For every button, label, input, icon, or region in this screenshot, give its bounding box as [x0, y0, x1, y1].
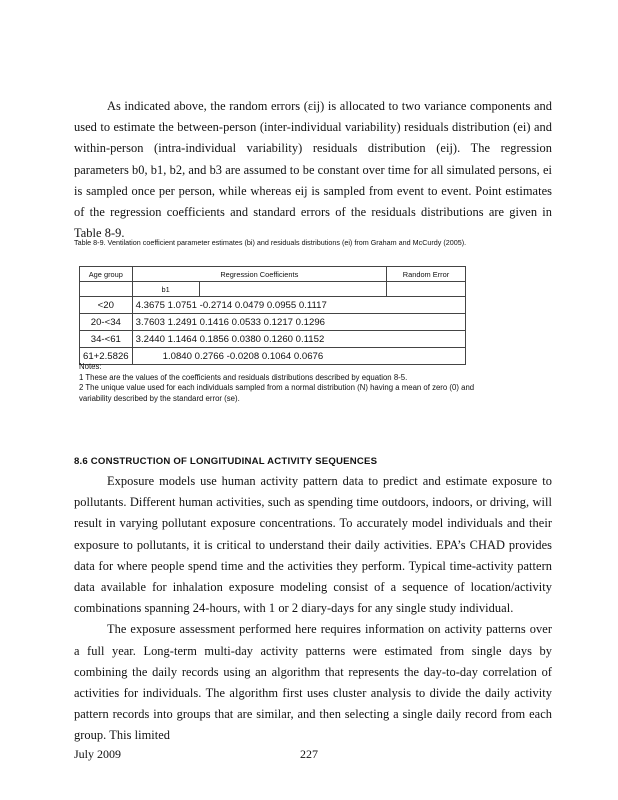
table-row	[80, 297, 466, 314]
subheader-b1: b1	[132, 282, 199, 297]
row-values: 3.2440 1.1464 0.1856 0.0380 0.1260 0.1152	[132, 331, 465, 348]
paragraph-exposure-assessment: The exposure assessment performed here requires information on activity patterns over a full year. Long-term multi-day activity patterns were estimated from single days by combining the daily records using an algorithm that represents the day-to-day correlation of activities for individuals. The algorithm first uses cluster analysis to divide the daily activity pattern records into groups that are similar, and then selecting a single daily record from each group. This limited	[74, 622, 552, 743]
header-regression-coefficients: Regression Coefficients	[132, 267, 386, 282]
subheader-empty	[80, 282, 133, 297]
table-subheader-row	[80, 282, 466, 297]
row-age: 61+2.5826	[80, 348, 133, 365]
note-1: 1 These are the values of the coefficients and residuals distributions described by equation 8-5.	[79, 372, 408, 382]
section-heading: 8.6 CONSTRUCTION OF LONGITUDINAL ACTIVITY SEQUENCES	[74, 456, 378, 467]
footer-date: July 2009	[74, 747, 122, 761]
notes-title: Notes:	[79, 362, 102, 371]
header-random-error: Random Error	[387, 267, 466, 282]
body-paragraphs-2	[74, 471, 552, 747]
paragraph-random-errors: As indicated above, the random errors (εij) is allocated to two variance components and used to estimate the between-person (inter-individual variability) residuals distribution (ei) and within-person (intra-individual variability) residuals distribution (eij). The regression parameters b0, b1, b2, and b3 are assumed to be constant over time for all simulated persons, ei is sampled once per person, while whereas eij is sampled from event to event. Point estimates of the regression coefficients and standard errors of the residuals distributions are given in Table 8-9.	[74, 99, 552, 241]
row-values: 4.3675 1.0751 -0.2714 0.0479 0.0955 0.1117	[132, 297, 465, 314]
body-paragraph-1	[74, 96, 552, 244]
table-notes	[79, 362, 479, 404]
table-caption: Table 8-9. Ventilation coefficient parameter estimates (bi) and residuals distributions (ei) from Graham and McCurdy (2005).	[74, 238, 467, 247]
row-values: 3.7603 1.2491 0.1416 0.0533 0.1217 0.1296	[132, 314, 465, 331]
subheader-empty	[387, 282, 466, 297]
paragraph-exposure-models: Exposure models use human activity pattern data to predict and estimate exposure to pollutants. Different human activities, such as spending time outdoors, indoors, or driving, will result in varying pollutant exposure concentrations. To accurately model individuals and their exposure to pollutants, it is critical to understand their daily activities. EPA’s CHAD provides data for where people spend time and the activities they perform. Typical time-activity pattern data available for inhalation exposure modeling consist of a sequence of location/activity combinations spanning 24-hours, with 1 or 2 diary-days for any single study individual.	[74, 474, 552, 616]
note-2: 2 The unique value used for each individuals sampled from a normal distribution (N) having a mean of zero (0) and variability described by the standard error (se).	[79, 383, 475, 403]
table-header-row	[80, 267, 466, 282]
table-row	[80, 331, 466, 348]
row-age: 20-<34	[80, 314, 133, 331]
row-age: <20	[80, 297, 133, 314]
header-age-group: Age group	[80, 267, 133, 282]
page-number: 227	[300, 747, 318, 761]
row-values: 1.0840 0.2766 -0.0208 0.1064 0.0676	[132, 348, 465, 365]
subheader-empty	[199, 282, 386, 297]
row-age: 34-<61	[80, 331, 133, 348]
coefficients-table	[79, 266, 466, 365]
table-row	[80, 314, 466, 331]
